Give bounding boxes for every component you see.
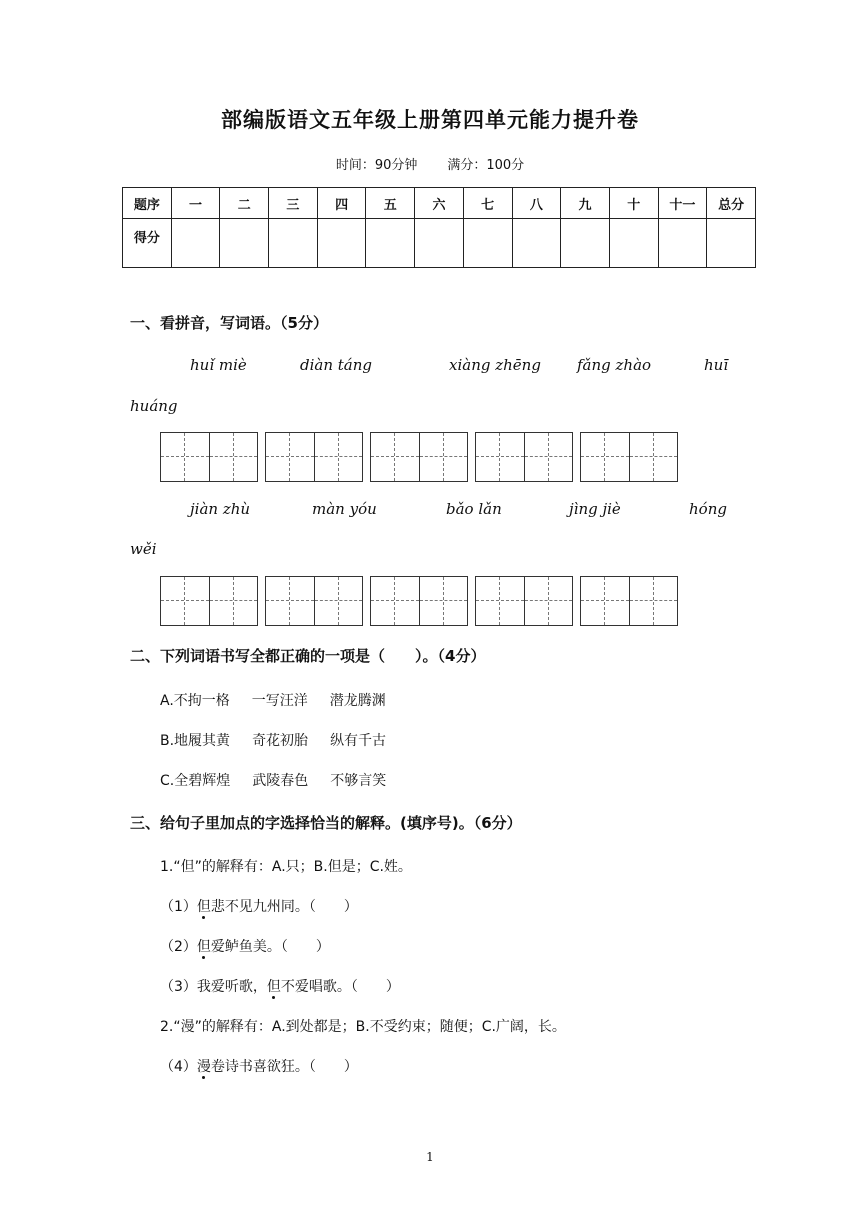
score-table-header: 一 — [171, 188, 220, 219]
option-c-word-2: 武陵春色 — [252, 773, 309, 789]
option-c-word-3: 不够言笑 — [330, 773, 387, 789]
score-table-header: 三 — [269, 188, 318, 219]
sentence-1 — [160, 896, 358, 916]
character-box-pair[interactable] — [475, 432, 573, 482]
score-table-header: 四 — [317, 188, 366, 219]
character-box-pair[interactable] — [475, 576, 573, 626]
score-cell[interactable] — [512, 219, 561, 268]
score-row-label: 得分 — [123, 219, 172, 268]
option-b-label: B.地履其黄 — [160, 733, 231, 749]
option-a-label: A.不拘一格 — [160, 693, 230, 709]
character-box-pair[interactable] — [580, 576, 678, 626]
dotted-character: 但 — [266, 979, 281, 995]
score-table-header: 五 — [366, 188, 415, 219]
score-cell[interactable] — [561, 219, 610, 268]
score-cell[interactable] — [317, 219, 366, 268]
character-box-pair[interactable] — [370, 432, 468, 482]
score-table-header: 十一 — [658, 188, 707, 219]
sentence-4-number: （4） — [160, 1059, 197, 1075]
page-title: 部编版语文五年级上册第四单元能力提升卷 — [221, 108, 639, 132]
character-box-pair[interactable] — [370, 576, 468, 626]
character-box-pair[interactable] — [580, 432, 678, 482]
score-table-header: 六 — [415, 188, 464, 219]
pinyin-prompt: huáng — [130, 397, 178, 415]
sentence-2 — [160, 936, 330, 956]
score-cell[interactable] — [463, 219, 512, 268]
question-1-meanings: 1.“但”的解释有：A.只；B.但是；C.姓。 — [160, 859, 412, 875]
score-table-header: 二 — [220, 188, 269, 219]
writing-grid-row-1 — [160, 432, 678, 482]
score-cell[interactable] — [269, 219, 318, 268]
score-table-header: 十 — [609, 188, 658, 219]
pinyin-prompt: xiàng zhēng — [449, 356, 541, 374]
score-cell[interactable] — [220, 219, 269, 268]
score-table — [122, 187, 756, 268]
full-score: 满分：100分 — [447, 158, 525, 173]
page-number: 1 — [426, 1150, 434, 1164]
option-a — [160, 690, 408, 710]
pinyin-prompt: jiàn zhù — [190, 500, 251, 518]
character-box-pair[interactable] — [265, 576, 363, 626]
sentence-4 — [160, 1056, 358, 1076]
option-c-label: C.全碧辉煌 — [160, 773, 231, 789]
sentence-3-text: 不爱唱歌。（ ） — [280, 979, 400, 995]
score-table-header: 八 — [512, 188, 561, 219]
score-table-header: 题序 — [123, 188, 172, 219]
writing-grid-row-2 — [160, 576, 678, 626]
score-cell[interactable] — [415, 219, 464, 268]
section-1-heading: 一、看拼音，写词语。（5分） — [130, 314, 328, 332]
sentence-4-text: 卷诗书喜欲狂。（ ） — [210, 1059, 358, 1075]
score-cell[interactable] — [609, 219, 658, 268]
score-table-header: 总分 — [707, 188, 756, 219]
pinyin-prompt: huǐ miè — [190, 356, 247, 374]
pinyin-prompt: jìng jiè — [569, 500, 621, 518]
sentence-3 — [160, 976, 400, 996]
option-a-word-2: 一写汪洋 — [251, 693, 308, 709]
sentence-1-text: 悲不见九州同。（ ） — [210, 899, 358, 915]
sentence-2-text: 爱鲈鱼美。（ ） — [210, 939, 330, 955]
option-b-word-3: 纵有千古 — [330, 733, 387, 749]
score-cell[interactable] — [707, 219, 756, 268]
section-3-heading: 三、给句子里加点的字选择恰当的解释。(填序号)。（6分） — [130, 814, 522, 832]
score-table-header: 九 — [561, 188, 610, 219]
time-limit: 时间：90分钟 — [335, 158, 418, 173]
option-b — [160, 730, 408, 750]
pinyin-prompt: diàn táng — [300, 356, 373, 374]
sentence-2-number: （2） — [160, 939, 197, 955]
pinyin-prompt: bǎo lǎn — [446, 500, 502, 518]
dotted-character: 但 — [196, 939, 211, 955]
option-b-word-2: 奇花初胎 — [252, 733, 309, 749]
pinyin-prompt: huī — [704, 356, 729, 374]
sentence-3-lead: （3）我爱听歌， — [160, 979, 267, 995]
character-box-pair[interactable] — [265, 432, 363, 482]
pinyin-prompt: fǎng zhào — [577, 356, 652, 374]
score-cell[interactable] — [366, 219, 415, 268]
score-cell[interactable] — [171, 219, 220, 268]
pinyin-prompt: hóng — [689, 500, 727, 518]
character-box-pair[interactable] — [160, 576, 258, 626]
exam-meta — [0, 154, 860, 173]
option-a-word-3: 潜龙腾渊 — [329, 693, 386, 709]
dotted-character: 但 — [196, 899, 211, 915]
pinyin-prompt: màn yóu — [312, 500, 377, 518]
character-box-pair[interactable] — [160, 432, 258, 482]
score-table-header: 七 — [463, 188, 512, 219]
pinyin-prompt: wěi — [130, 540, 157, 558]
score-cell[interactable] — [658, 219, 707, 268]
sentence-1-number: （1） — [160, 899, 197, 915]
option-c — [160, 770, 408, 790]
question-2-meanings: 2.“漫”的解释有：A.到处都是；B.不受约束；随便；C.广阔，长。 — [160, 1019, 566, 1035]
section-2-heading: 二、下列词语书写全都正确的一项是（ ）。（4分） — [130, 647, 486, 665]
dotted-character: 漫 — [196, 1059, 211, 1075]
